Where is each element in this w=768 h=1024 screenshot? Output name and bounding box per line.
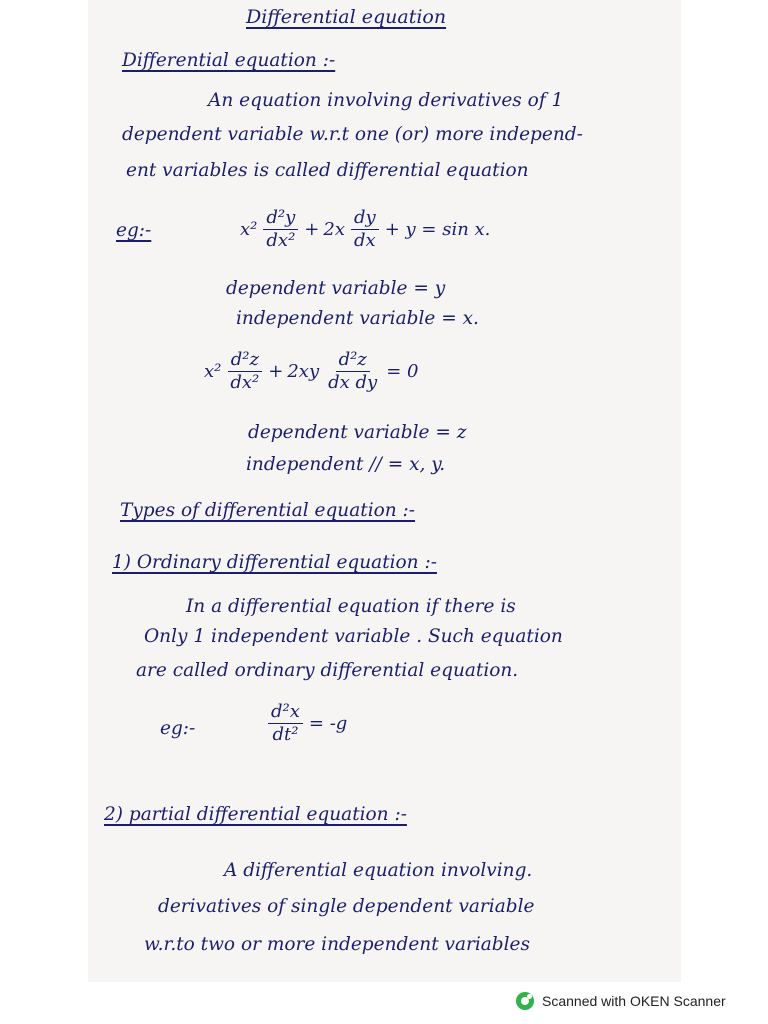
- eq2-frac-2: [323, 350, 382, 393]
- section-heading-definition: Differential equation :-: [122, 50, 336, 71]
- pde-line-2: derivatives of single dependent variable: [158, 896, 535, 917]
- ode-frac-den: dt²: [272, 723, 299, 745]
- eq1-dependent: dependent variable = y: [226, 278, 446, 299]
- eq2-independent: independent // = x, y.: [246, 454, 446, 475]
- eq2-rest: = 0: [386, 360, 419, 382]
- page-title: Differential equation: [246, 6, 447, 28]
- example-label-1: eg:-: [116, 220, 152, 241]
- eq1-frac-2-num: dy: [351, 208, 379, 230]
- eq1-frac-1-den: dx²: [266, 229, 296, 251]
- eq1-frac-1: [261, 208, 300, 251]
- definition-line-1: An equation involving derivatives of 1: [208, 90, 564, 111]
- eq2-frac-2-den: dx dy: [328, 371, 378, 393]
- eq1-rest: + y = sin x.: [384, 218, 491, 240]
- pde-line-3: w.r.to two or more independent variables: [144, 934, 530, 955]
- notebook-page: [88, 0, 681, 982]
- eq1-frac-2-den: dx: [354, 229, 376, 251]
- oken-logo-icon: [516, 992, 534, 1010]
- ode-eq-rest: = -g: [308, 712, 348, 734]
- definition-line-3: ent variables is called differential equation: [126, 160, 529, 181]
- eq1-plus: +: [304, 218, 320, 240]
- scanner-text: Scanned with OKEN Scanner: [542, 993, 726, 1009]
- section-heading-types: Types of differential equation :-: [120, 500, 416, 521]
- ode-example-equation: [264, 702, 349, 745]
- ode-heading: 1) Ordinary differential equation :-: [112, 552, 437, 573]
- eq1-coef-2: 2x: [323, 218, 345, 240]
- pde-line-1: A differential equation involving.: [224, 860, 533, 881]
- scanner-watermark: [516, 990, 726, 1012]
- eq2-frac-2-num: d²z: [336, 350, 370, 372]
- eq1-coef: x²: [240, 218, 258, 240]
- eq2-plus: +: [268, 360, 284, 382]
- equation-example-2: [202, 350, 421, 393]
- ode-line-2: Only 1 independent variable . Such equation: [144, 626, 563, 647]
- eq2-frac-1-den: dx²: [230, 371, 260, 393]
- ode-line-1: In a differential equation if there is: [186, 596, 516, 617]
- equation-example-1: [238, 208, 492, 251]
- eq1-frac-1-num: d²y: [263, 208, 298, 230]
- eq2-frac-1-num: d²z: [228, 350, 262, 372]
- eq2-coef-2: 2xy: [287, 360, 320, 382]
- eq2-dependent: dependent variable = z: [248, 422, 467, 443]
- eq2-frac-1: [225, 350, 264, 393]
- eq1-independent: independent variable = x.: [236, 308, 479, 329]
- eq2-coef: x²: [204, 360, 222, 382]
- ode-example-label: eg:-: [160, 718, 196, 739]
- ode-frac: [266, 702, 305, 745]
- definition-line-2: dependent variable w.r.t one (or) more independ-: [122, 124, 583, 145]
- ode-line-3: are called ordinary differential equation.: [136, 660, 519, 681]
- ode-frac-num: d²x: [268, 702, 303, 724]
- eq1-frac-2: [349, 208, 381, 251]
- pde-heading: 2) partial differential equation :-: [104, 804, 407, 825]
